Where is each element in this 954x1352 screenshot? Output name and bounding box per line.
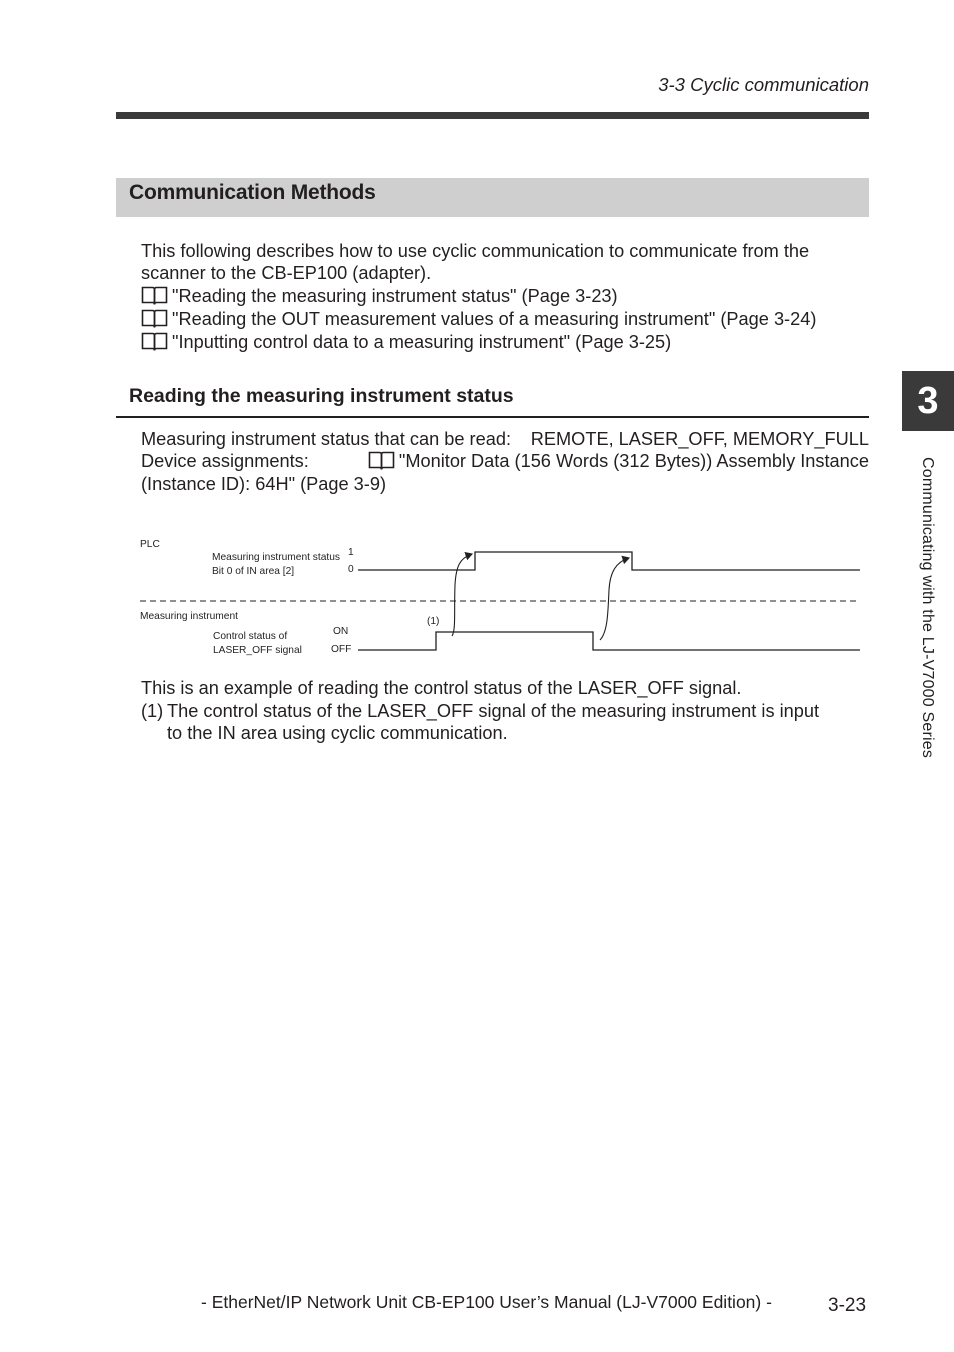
status-values: REMOTE, LASER_OFF, MEMORY_FULL (530, 429, 869, 449)
intro-line-1: This following describes how to use cyclic communication to communicate from the (141, 241, 810, 261)
reference-text: "Reading the OUT measurement values of a measuring instrument" (Page 3-24) (172, 309, 817, 329)
plc-label: PLC (140, 539, 160, 550)
instrument-low-label: OFF (331, 644, 352, 655)
instrument-label: Measuring instrument (140, 611, 238, 622)
status-line (141, 428, 869, 451)
plc-high-label: 1 (348, 547, 354, 558)
book-icon (141, 286, 168, 306)
chapter-title: Communicating with the LJ-V7000 Series (919, 457, 936, 759)
explanation-item-line-2: to the IN area using cyclic communication. (167, 723, 508, 743)
plc-low-label: 0 (348, 564, 354, 575)
chapter-tab (902, 371, 954, 431)
explanation-item-number: (1) (141, 701, 164, 721)
instrument-waveform (358, 632, 860, 650)
reference-link-1[interactable] (141, 285, 618, 308)
instrument-high-label: ON (333, 626, 349, 637)
reference-link-3[interactable] (141, 331, 671, 354)
device-line (141, 450, 869, 473)
book-icon (368, 451, 395, 471)
page-number: 3-23 (828, 1295, 867, 1316)
transfer-arrow-rise (452, 554, 472, 636)
instrument-signal-label-1: Control status of (213, 631, 288, 642)
header-rule (116, 112, 869, 119)
subsection-rule (116, 416, 869, 418)
footer-manual-title: - EtherNet/IP Network Unit CB-EP100 User’s Manual (LJ-V7000 Edition) - (201, 1292, 772, 1312)
chapter-number: 3 (917, 379, 939, 422)
reference-link-2[interactable] (141, 308, 816, 331)
device-label: Device assignments: (141, 451, 309, 471)
transfer-arrow-fall (600, 558, 629, 640)
reference-text: "Reading the measuring instrument status" (Page 3-23) (172, 286, 618, 306)
book-icon (141, 309, 168, 329)
explanation-line: This is an example of reading the control status of the LASER_OFF signal. (141, 678, 742, 698)
status-label: Measuring instrument status that can be read: (141, 429, 512, 449)
plc-waveform (358, 552, 860, 570)
plc-signal-label-2: Bit 0 of IN area [2] (212, 566, 295, 577)
explanation-item-line-1: The control status of the LASER_OFF signal of the measuring instrument is input (167, 701, 820, 721)
device-reference-text: "Monitor Data (156 Words (312 Bytes)) Assembly Instance (398, 451, 869, 471)
subsection-title: Reading the measuring instrument status (129, 385, 514, 407)
instrument-signal-label-2: LASER_OFF signal (213, 645, 302, 656)
device-reference-text-2: (Instance ID): 64H" (Page 3-9) (141, 474, 387, 494)
book-icon (141, 332, 168, 352)
device-reference-link[interactable] (368, 450, 869, 473)
section-title: Communication Methods (129, 181, 376, 204)
marker-label: (1) (427, 616, 440, 627)
intro-line-2: scanner to the CB-EP100 (adapter). (141, 263, 432, 283)
running-header: 3-3 Cyclic communication (658, 74, 869, 95)
timing-diagram (130, 530, 870, 665)
plc-signal-label-1: Measuring instrument status (212, 552, 340, 563)
reference-text: "Inputting control data to a measuring instrument" (Page 3-25) (172, 332, 672, 352)
